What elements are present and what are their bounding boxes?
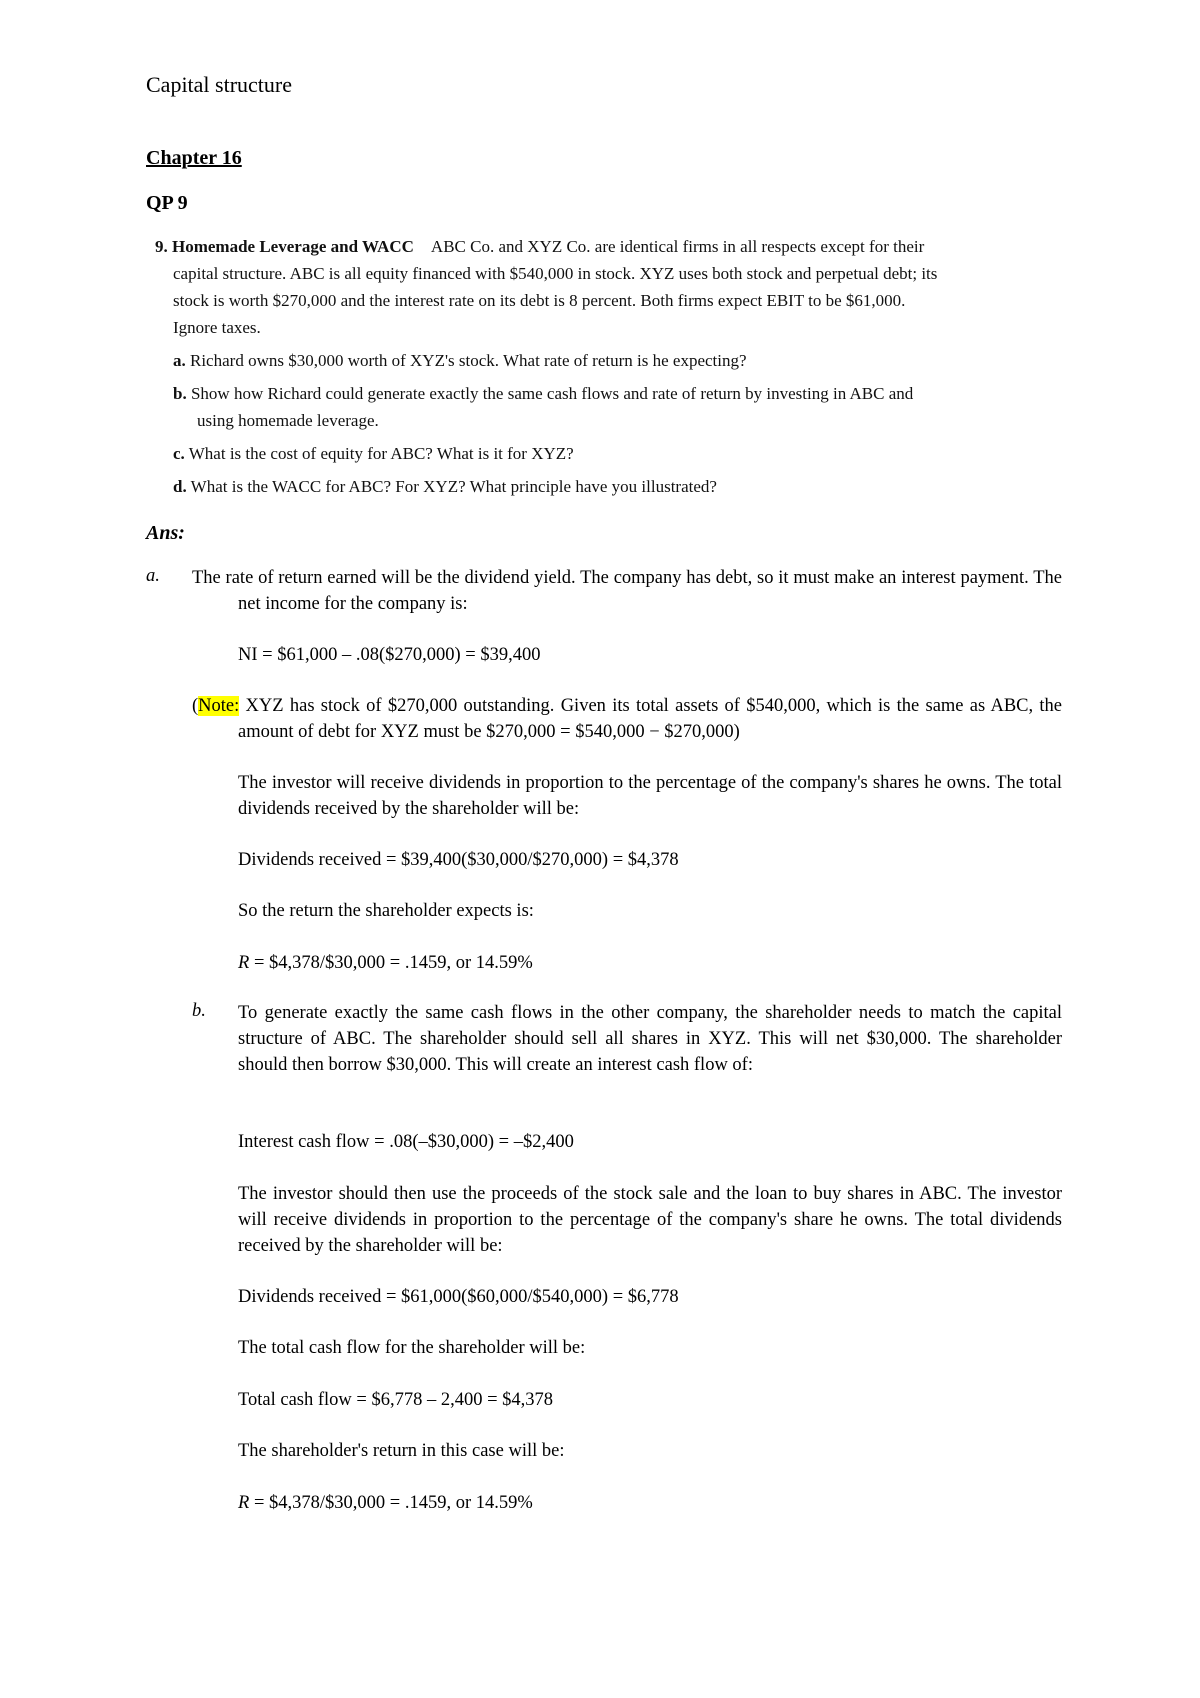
answer-b-paragraph-1: To generate exactly the same cash flows in the other company, the shareholder needs to match the capital structure of ABC. The shareholder should sell all shares in XYZ. This will net $30,000. The shareholder should then borrow $30,000. This will create an interest cash flow of: bbox=[238, 1003, 1062, 1075]
answer-a-equation-ni: NI = $61,000 – .08($270,000) = $39,400 bbox=[238, 645, 541, 665]
answer-a-equation-return: R = $4,378/$30,000 = .1459, or 14.59% bbox=[238, 953, 533, 973]
question-part-b: b. Show how Richard could generate exactly the same cash flows and rate of return by investing in ABC and bbox=[173, 384, 914, 403]
answer-a-paragraph-2: The investor will receive dividends in proportion to the percentage of the company's shares he owns. The total dividends received by the shareholder will be: bbox=[238, 773, 1062, 819]
question-part-a: a. Richard owns $30,000 worth of XYZ's stock. What rate of return is he expecting? bbox=[173, 351, 747, 370]
answer-a-equation-dividends: Dividends received = $39,400($30,000/$270,000) = $4,378 bbox=[238, 850, 679, 870]
question-intro-line-4: Ignore taxes. bbox=[173, 318, 261, 337]
answer-b-equation-interest: Interest cash flow = .08(–$30,000) = –$2,400 bbox=[238, 1132, 574, 1152]
note-highlight: Note: bbox=[198, 696, 240, 716]
question-part-d: d. What is the WACC for ABC? For XYZ? What principle have you illustrated? bbox=[173, 477, 717, 496]
answer-a-note: (Note: XYZ has stock of $270,000 outstanding. Given its total assets of $540,000, which is the same as ABC, the amount of debt for XYZ must be $270,000 = $540,000 − $270,000) bbox=[192, 696, 1062, 742]
answer-b-equation-return: R = $4,378/$30,000 = .1459, or 14.59% bbox=[238, 1493, 533, 1513]
question-heading: QP 9 bbox=[146, 192, 188, 214]
answer-a-label: a. bbox=[146, 566, 160, 586]
answer-b-paragraph-2: The investor should then use the proceeds of the stock sale and the loan to buy shares in ABC. The investor will receive dividends in proportion to the percentage of the company's share he owns. The total dividends received by the shareholder will be: bbox=[238, 1184, 1062, 1256]
question-part-b-continued: using homemade leverage. bbox=[197, 411, 379, 430]
question-intro-line-1 bbox=[155, 233, 1055, 260]
answer-b-label: b. bbox=[192, 1001, 206, 1021]
answer-a-paragraph-3: So the return the shareholder expects is: bbox=[238, 901, 534, 921]
page-header: Capital structure bbox=[146, 72, 293, 97]
answer-a-paragraph-1: The rate of return earned will be the dividend yield. The company has debt, so it must make an interest payment. The net income for the company is: bbox=[192, 568, 1062, 614]
question-number: 9. bbox=[155, 237, 168, 256]
answer-heading: Ans: bbox=[146, 522, 185, 544]
answer-b-equation-dividends: Dividends received = $61,000($60,000/$540,000) = $6,778 bbox=[238, 1287, 679, 1307]
answer-b-paragraph-3: The total cash flow for the shareholder will be: bbox=[238, 1338, 586, 1358]
answer-b-equation-total: Total cash flow = $6,778 – 2,400 = $4,378 bbox=[238, 1390, 554, 1410]
question-part-c: c. What is the cost of equity for ABC? What is it for XYZ? bbox=[173, 444, 574, 463]
chapter-heading: Chapter 16 bbox=[146, 147, 242, 169]
question-intro-line-3: stock is worth $270,000 and the interest rate on its debt is 8 percent. Both firms expect EBIT to be $61,000. bbox=[173, 291, 906, 310]
question-intro-line-2: capital structure. ABC is all equity financed with $540,000 in stock. XYZ uses both stock and perpetual debt; its bbox=[173, 264, 938, 283]
answer-b-paragraph-4: The shareholder's return in this case will be: bbox=[238, 1441, 565, 1461]
question-image-text bbox=[155, 233, 1055, 500]
question-title: Homemade Leverage and WACC bbox=[172, 237, 414, 256]
question-intro-text: ABC Co. and XYZ Co. are identical firms in all respects except for their bbox=[430, 237, 925, 256]
